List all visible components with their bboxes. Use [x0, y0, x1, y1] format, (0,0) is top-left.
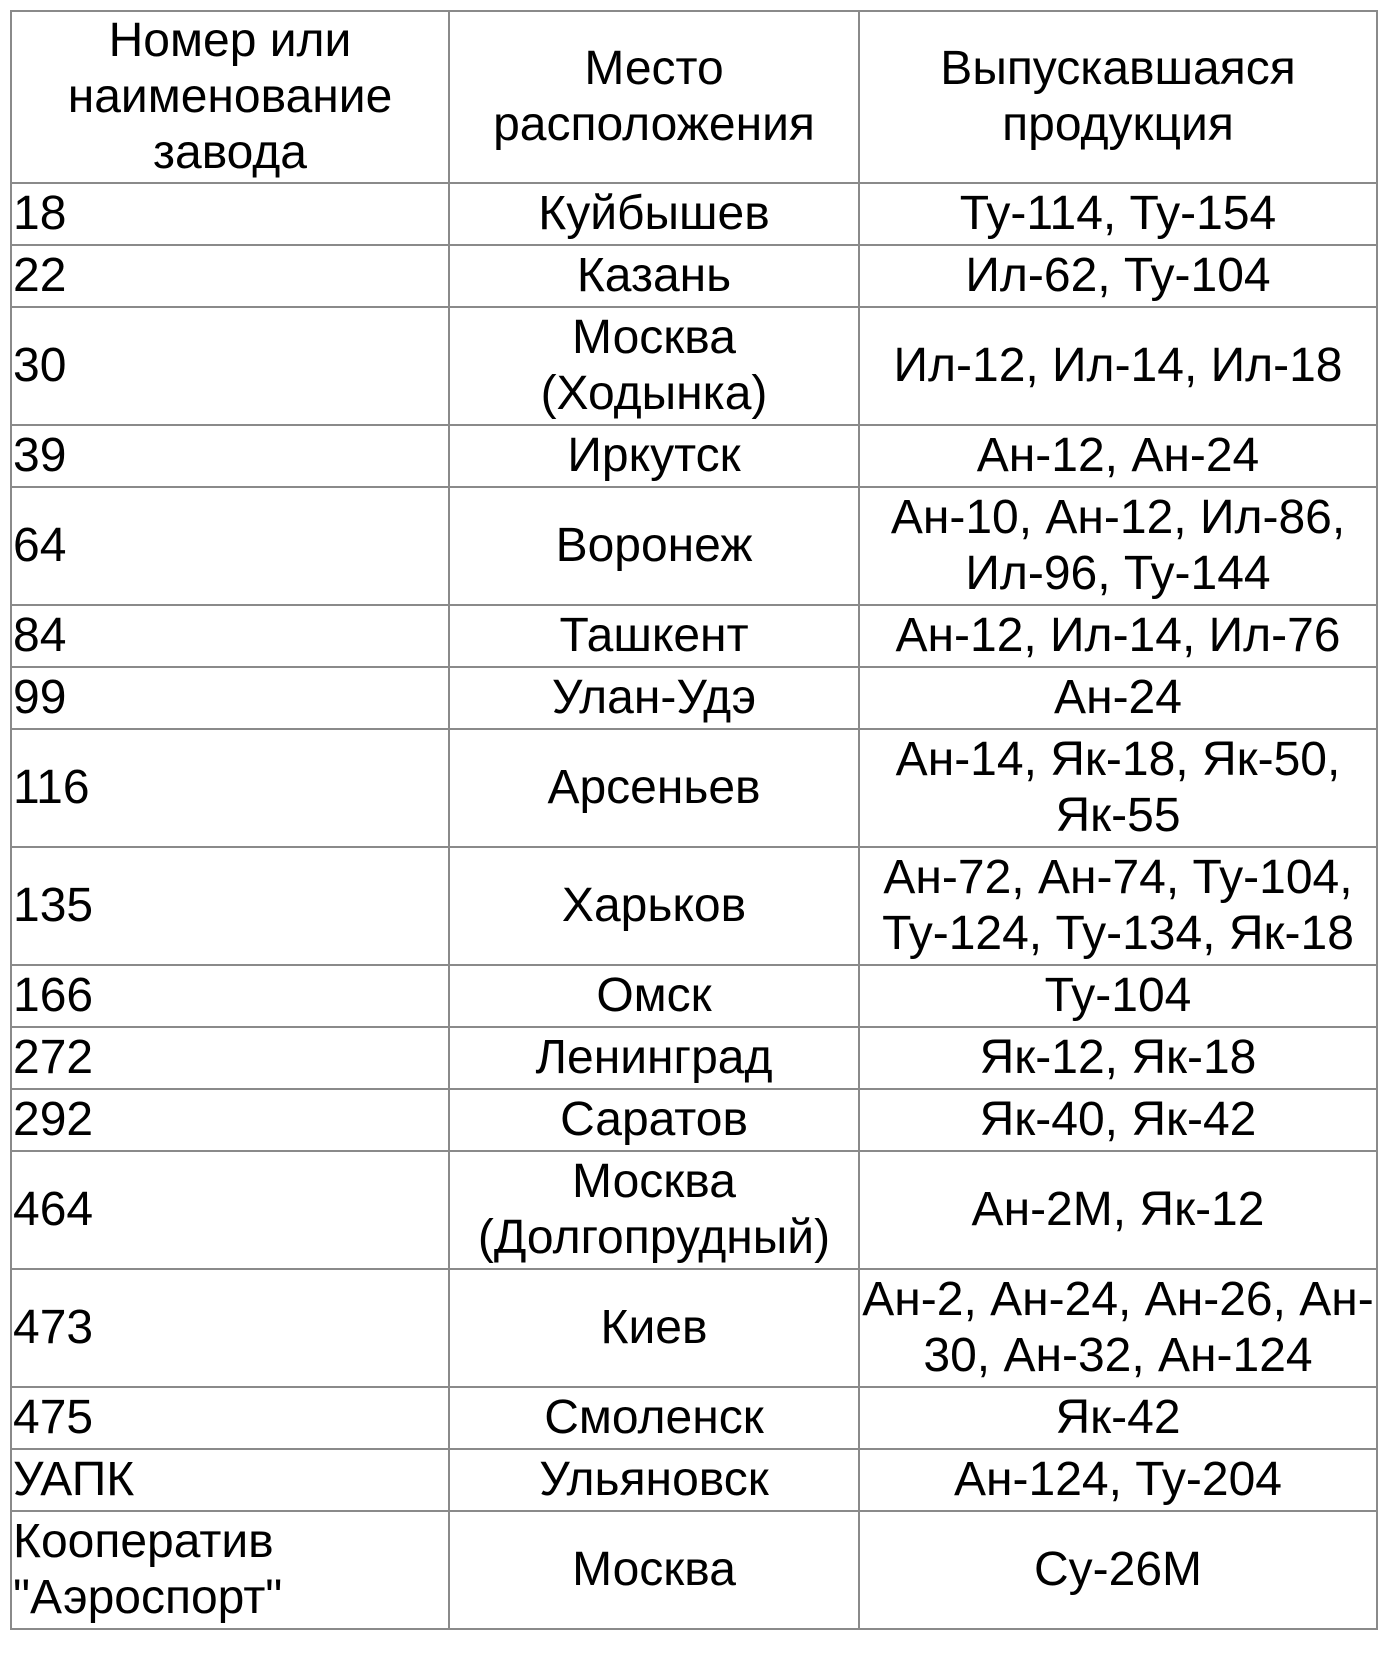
- cell-factory-number: 64: [11, 487, 449, 605]
- cell-factory-number: 464: [11, 1151, 449, 1269]
- cell-location: Улан-Удэ: [449, 667, 859, 729]
- cell-location: Москва (Ходынка): [449, 307, 859, 425]
- cell-products: Ан-72, Ан-74, Ту-104, Ту-124, Ту-134, Як-18: [859, 847, 1377, 965]
- table-row: [11, 1027, 1377, 1089]
- cell-location: Арсеньев: [449, 729, 859, 847]
- table-row: [11, 245, 1377, 307]
- cell-products: Ан-12, Ан-24: [859, 425, 1377, 487]
- cell-products: Ту-114, Ту-154: [859, 183, 1377, 245]
- cell-factory-number: УАПК: [11, 1449, 449, 1511]
- cell-products: Ан-2М, Як-12: [859, 1151, 1377, 1269]
- cell-location: Воронеж: [449, 487, 859, 605]
- cell-products: Ан-10, Ан-12, Ил-86, Ил-96, Ту-144: [859, 487, 1377, 605]
- cell-factory-number: 18: [11, 183, 449, 245]
- cell-products: Ан-2, Ан-24, Ан-26, Ан- 30, Ан-32, Ан-124: [859, 1269, 1377, 1387]
- table-row: [11, 1269, 1377, 1387]
- cell-location: Иркутск: [449, 425, 859, 487]
- cell-factory-number: 99: [11, 667, 449, 729]
- table-header: [11, 11, 1377, 183]
- table-row: [11, 1089, 1377, 1151]
- table-row: [11, 729, 1377, 847]
- cell-products: Ан-24: [859, 667, 1377, 729]
- cell-factory-number: 473: [11, 1269, 449, 1387]
- table-row: [11, 847, 1377, 965]
- header-products: Выпускавшаяся продукция: [859, 11, 1377, 183]
- table-row: [11, 1449, 1377, 1511]
- cell-factory-number: 30: [11, 307, 449, 425]
- cell-factory-number: 22: [11, 245, 449, 307]
- cell-factory-number: 292: [11, 1089, 449, 1151]
- cell-products: Ан-14, Як-18, Як-50, Як-55: [859, 729, 1377, 847]
- cell-location: Ульяновск: [449, 1449, 859, 1511]
- cell-location: Саратов: [449, 1089, 859, 1151]
- header-row: [11, 11, 1377, 183]
- cell-factory-number: 475: [11, 1387, 449, 1449]
- cell-products: Ан-12, Ил-14, Ил-76: [859, 605, 1377, 667]
- header-factory-number: Номер или наименование завода: [11, 11, 449, 183]
- cell-factory-number: 116: [11, 729, 449, 847]
- cell-location: Казань: [449, 245, 859, 307]
- table-row: [11, 425, 1377, 487]
- cell-location: Харьков: [449, 847, 859, 965]
- cell-products: Ан-124, Ту-204: [859, 1449, 1377, 1511]
- table-row: [11, 183, 1377, 245]
- factories-table: [10, 10, 1378, 1630]
- cell-factory-number: 39: [11, 425, 449, 487]
- cell-location: Москва (Долгопрудный): [449, 1151, 859, 1269]
- cell-factory-number: 272: [11, 1027, 449, 1089]
- cell-products: Як-42: [859, 1387, 1377, 1449]
- cell-location: Куйбышев: [449, 183, 859, 245]
- cell-location: Москва: [449, 1511, 859, 1629]
- cell-location: Омск: [449, 965, 859, 1027]
- cell-products: Су-26М: [859, 1511, 1377, 1629]
- table-row: [11, 965, 1377, 1027]
- table-row: [11, 307, 1377, 425]
- cell-location: Ленинград: [449, 1027, 859, 1089]
- table-row: [11, 667, 1377, 729]
- factories-table-wrapper: [10, 10, 1378, 1630]
- header-location: Место расположения: [449, 11, 859, 183]
- table-row: [11, 1511, 1377, 1629]
- cell-products: Ту-104: [859, 965, 1377, 1027]
- table-row: [11, 487, 1377, 605]
- cell-products: Ил-62, Ту-104: [859, 245, 1377, 307]
- table-row: [11, 1387, 1377, 1449]
- table-row: [11, 1151, 1377, 1269]
- cell-products: Як-12, Як-18: [859, 1027, 1377, 1089]
- cell-products: Ил-12, Ил-14, Ил-18: [859, 307, 1377, 425]
- cell-location: Ташкент: [449, 605, 859, 667]
- cell-location: Киев: [449, 1269, 859, 1387]
- table-body: [11, 183, 1377, 1629]
- cell-factory-number: Кооператив "Аэроспорт": [11, 1511, 449, 1629]
- cell-products: Як-40, Як-42: [859, 1089, 1377, 1151]
- cell-factory-number: 84: [11, 605, 449, 667]
- cell-factory-number: 135: [11, 847, 449, 965]
- cell-factory-number: 166: [11, 965, 449, 1027]
- cell-location: Смоленск: [449, 1387, 859, 1449]
- table-row: [11, 605, 1377, 667]
